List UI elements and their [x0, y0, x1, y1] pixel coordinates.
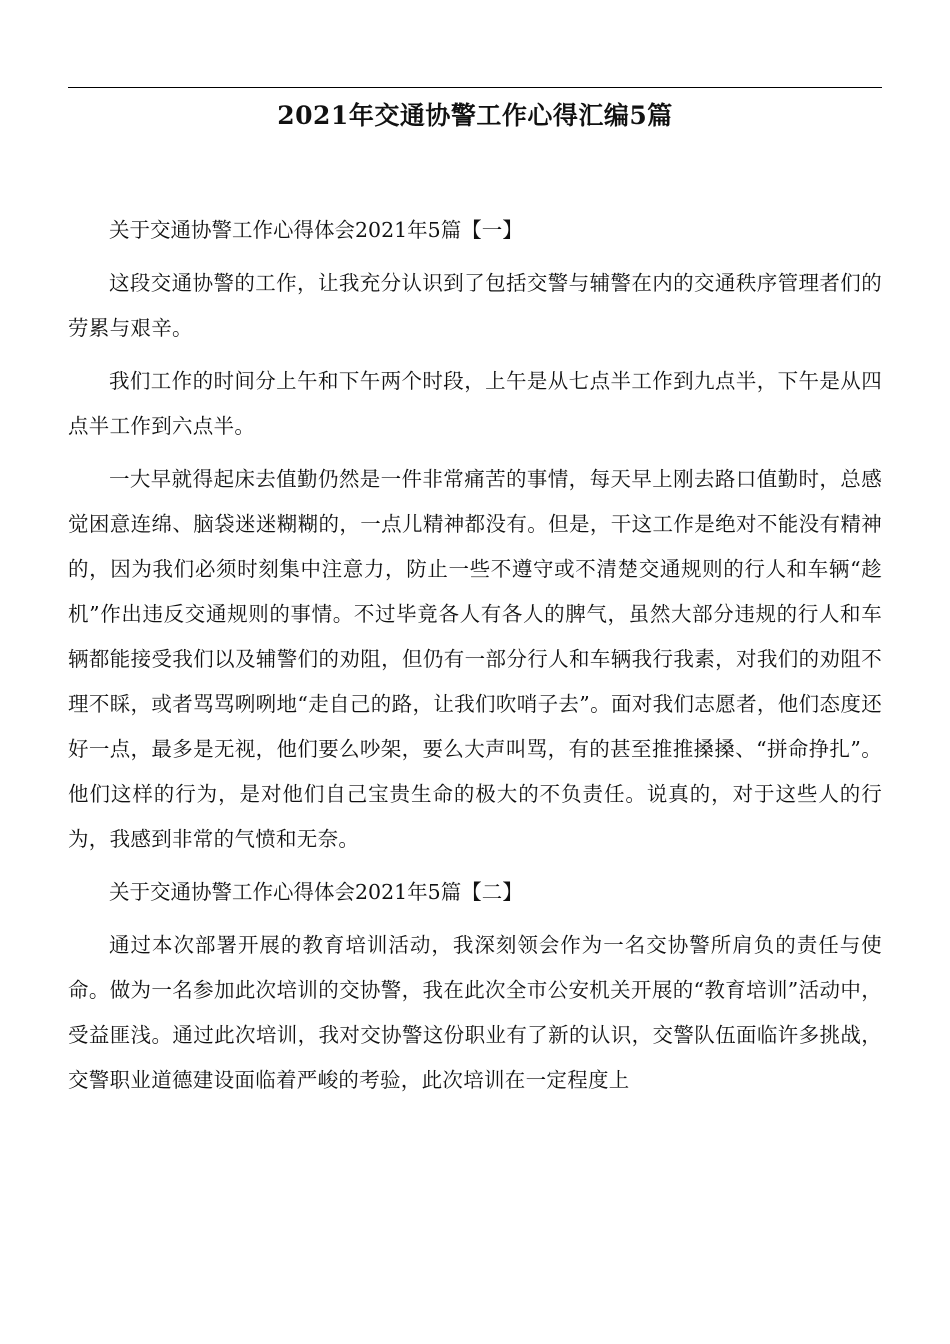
paragraph: 我们工作的时间分上午和下午两个时段，上午是从七点半工作到九点半，下午是从四点半工作到六点半。 [68, 369, 882, 438]
paragraph: 一大早就得起床去值勤仍然是一件非常痛苦的事情，每天早上刚去路口值勤时，总感觉困意连绵、脑袋迷迷糊糊的，一点儿精神都没有。但是，干这工作是绝对不能没有精神的，因为我们必须时刻集中注意力，防止一些不遵守或不清楚交通规则的行人和车辆“趁机”作出违反交通规则的事情。不过毕竟各人有各人的脾气，虽然大部分违规的行人和车辆都能接受我们以及辅警们的劝阻，但仍有一部分行人和车辆我行我素，对我们的劝阻不理不睬，或者骂骂咧咧地“走自己的路，让我们吹哨子去”。面对我们志愿者，他们态度还好一点，最多是无视，他们要么吵架，要么大声叫骂，有的甚至推推搡搡、“拼命挣扎”。他们这样的行为，是对他们自己宝贵生命的极大的不负责任。说真的，对于这些人的行为，我感到非常的气愤和无奈。 [68, 467, 882, 851]
paragraph: 通过本次部署开展的教育培训活动，我深刻领会作为一名交协警所肩负的责任与使命。做为一名参加此次培训的交协警，我在此次全市公安机关开展的“教育培训”活动中，受益匪浅。通过此次培训，我对交协警这份职业有了新的认识，交警队伍面临许多挑战，交警职业道德建设面临着严峻的考验，此次培训在一定程度上 [68, 933, 882, 1092]
section-heading-1: 关于交通协警工作心得体会2021年5篇【一】 [109, 218, 523, 242]
document-title: 2021年交通协警工作心得汇编5篇 [277, 101, 673, 130]
section-heading-2: 关于交通协警工作心得体会2021年5篇【二】 [109, 880, 523, 904]
paragraph: 这段交通协警的工作，让我充分认识到了包括交警与辅警在内的交通秩序管理者们的劳累与艰辛。 [68, 271, 882, 340]
header-rule [68, 87, 882, 88]
document-body [68, 208, 882, 1111]
